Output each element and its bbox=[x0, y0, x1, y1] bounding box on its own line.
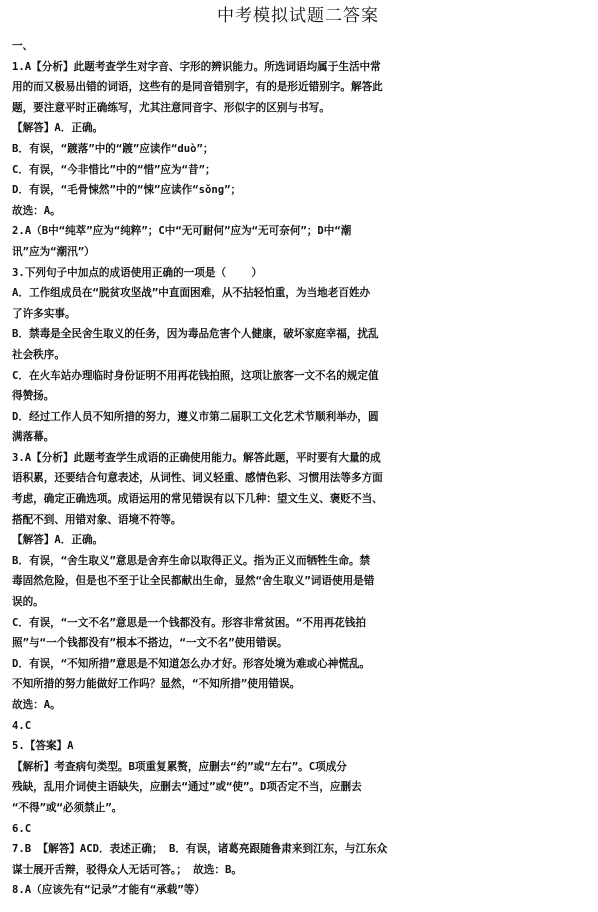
text-line: C．有误，“一文不名”意思是一个钱都没有。形容非常贫困。“不用再花钱拍 bbox=[12, 616, 366, 629]
text-line: 一、 bbox=[12, 40, 34, 52]
text-line: D．经过工作人员不知所措的努力，遵义市第二届职工文化艺术节顺利举办，圆 bbox=[12, 410, 379, 423]
text-line: 照”与“一个钱都没有”根本不搭边，“一文不名”使用错误。 bbox=[12, 637, 288, 650]
text-line: 搭配不到、用错对象、语境不符等。 bbox=[12, 513, 182, 526]
text-line: 误的。 bbox=[12, 596, 44, 609]
text-line: 7.B 【解答】ACD．表述正确； B．有误，诸葛亮跟随鲁肃来到江东，与江东众 bbox=[12, 843, 388, 856]
text-line: 毒固然危险，但是也不至于让全民都献出生命，显然“舍生取义”词语使用是错 bbox=[12, 575, 375, 588]
page-title: 中考模拟试题二答案 bbox=[217, 6, 379, 26]
text-line: 用的而又极易出错的词语，这些有的是同音错别字，有的是形近错别字。解答此 bbox=[12, 81, 383, 94]
text-line: B．禁毒是全民舍生取义的任务，因为毒品危害个人健康，破坏家庭幸福，扰乱 bbox=[12, 328, 379, 341]
text-line: “不得”或“必须禁止”。 bbox=[12, 801, 123, 814]
text-line: 8.A（应该先有“记录”才能有“承载”等） bbox=[12, 884, 205, 897]
text-line: 5.【答案】A bbox=[12, 740, 74, 753]
text-line: 【解答】A．正确。 bbox=[12, 122, 104, 135]
text-line: D．有误，“毛骨悚然”中的“悚”应读作“sǒng”； bbox=[12, 184, 242, 197]
text-line: 不知所措的努力能做好工作吗？显然，“不知所措”使用错误。 bbox=[12, 678, 301, 691]
text-line: 故选：A。 bbox=[12, 699, 61, 711]
text-line: 了许多实事。 bbox=[12, 307, 76, 320]
text-line: 满落幕。 bbox=[12, 431, 55, 444]
text-line: 故选：A。 bbox=[12, 204, 61, 217]
text-line: C．在火车站办理临时身份证明不用再花钱拍照，这项让旅客一文不名的规定值 bbox=[12, 369, 379, 382]
text-line: 题，要注意平时正确练写，尤其注意同音字、形似字的区别与书写。 bbox=[12, 101, 330, 114]
text-line: 2.A（B中“纯萃”应为“纯粹”；C中“无可耐何”应为“无可奈何”；D中“潮 bbox=[12, 225, 352, 238]
text-line: 语积累，还要结合句意表述，从词性、词义轻重、感情色彩、习惯用法等多方面 bbox=[12, 472, 383, 485]
text-line: 【解析】考查病句类型。B项重复累赘，应删去“约”或“左右”。C项成分 bbox=[12, 760, 347, 773]
text-line: B．有误，“踱落”中的“踱”应读作“duò”； bbox=[12, 142, 214, 155]
text-line: 3.A【分析】此题考查学生成语的正确使用能力。解答此题，平时要有大量的成 bbox=[12, 451, 381, 464]
text-line: 【解答】A．正确。 bbox=[12, 534, 104, 547]
text-line: D．有误，“不知所措”意思是不知道怎么办才好。形容处境为难或心神慌乱。 bbox=[12, 657, 371, 670]
text-line: C．有误，“今非惜比”中的“惜”应为“昔”； bbox=[12, 163, 216, 176]
text-line: 残缺，乱用介词使主语缺失，应删去“通过”或“使”。D项否定不当，应删去 bbox=[12, 781, 362, 794]
text-line: 考虑，确定正确选项。成语运用的常见错误有以下几种：望文生义、褒贬不当、 bbox=[12, 493, 383, 506]
text-line: 谋士展开舌辩，驳得众人无话可答。； 故选：B。 bbox=[12, 863, 242, 876]
text-line: 3.下列句子中加点的成语使用正确的一项是（ ） bbox=[12, 266, 263, 279]
text-line: 4.C bbox=[12, 719, 32, 732]
text-line: B．有误，“舍生取义”意思是舍弃生命以取得正义。指为正义而牺牲生命。禁 bbox=[12, 554, 371, 567]
text-line: 讯”应为“潮汛”） bbox=[12, 245, 95, 258]
text-line: 1.A【分析】此题考查学生对字音、字形的辨识能力。所选词语均属于生活中常 bbox=[12, 60, 381, 73]
text-line: A．工作组成员在“脱贫攻坚战”中直面困难，从不拈轻怕重，为当地老百姓办 bbox=[12, 287, 371, 300]
answer-body bbox=[12, 36, 584, 901]
text-line: 社会秩序。 bbox=[12, 348, 65, 361]
text-line: 6.C bbox=[12, 822, 32, 835]
text-line: 得赞扬。 bbox=[12, 390, 55, 403]
